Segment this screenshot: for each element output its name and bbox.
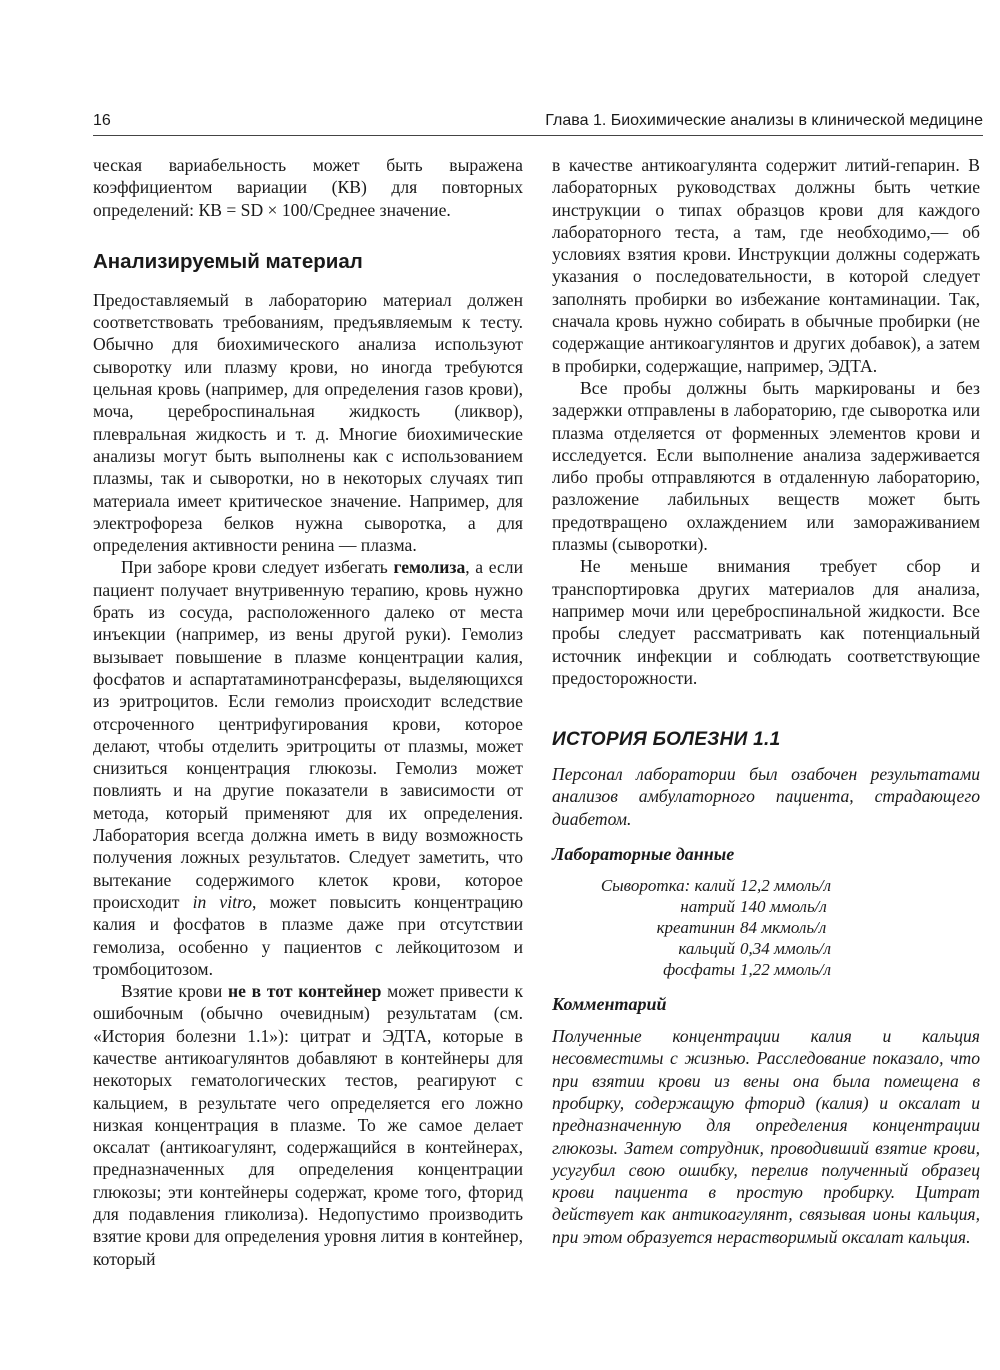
right-column (552, 154, 980, 1248)
table-row: натрий 140 ммоль/л (680, 897, 827, 917)
comment-heading: Комментарий (552, 994, 667, 1015)
paragraph-other-materials: Не меньше внимания требует сбор и транспортировка других материалов для анализа, например мочи или цереброспинальной жидкости. Все пробы следует рассматривать как потенциальный источник инфекции и соблюдать соответствующие предосторожности. (552, 556, 980, 688)
page-number: 16 (93, 112, 111, 129)
case-history-title: ИСТОРИЯ БОЛЕЗНИ 1.1 (552, 729, 781, 751)
term-hemolysis: гемолиза (393, 557, 466, 578)
header-rule (93, 135, 983, 136)
term-in-vitro: in vitro (192, 891, 253, 912)
table-row: кальций 0,34 ммоль/л (678, 939, 832, 959)
paragraph-material: Предоставляемый в лабораторию материал должен соответствовать требованиям, предъявляемым к тесту. Обычно для биохимического анализа используют сыворотку или плазму крови, но иногда требуются цельная кровь (например, для определения газов крови), моча, цереброспинальная жидкость (ликвор), плевральная жидкость и т. д. Многие биохимические анализы могут быть выполнены как с использованием плазмы, так и сыворотки, но в некоторых случаях тип материала имеет критическое значение. Например, для электрофореза белков нужна сыворотка, а для определения активности ренина — плазма. (93, 289, 523, 556)
intro-paragraph: ческая вариабельность может быть выражена коэффициентом вариации (КВ) для повторных определений: КВ = SD × 100/Среднее значение. (93, 155, 523, 220)
table-row: Сыворотка: калий 12,2 ммоль/л (600, 876, 832, 896)
paragraph-labeling: Все пробы должны быть маркированы и без задержки отправлены в лабораторию, где сыворотка или плазма отделяется от форменных элементов крови и исследуется. Если выполнение анализа задерживается либо пробы отправляются в отдаленную лабораторию, разложение лабильных веществ может быть предотвращено охлаждением или замораживанием плазмы (сыворотки). (552, 377, 980, 555)
comment-text: Полученные концентрации калия и кальция несовместимы с жизнью. Расследование показало, что при взятии крови из вены она была помещена в пробирку, содержащую фторид (калия) и оксалат и предназначенную для определения концентрации глюкозы. Затем сотрудник, проводивший взятие крови, усугубил свою ошибку, перелив полученный образец крови пациента в простую пробирку. Цитрат действует как антикоагулянт, связывая ионы кальция, при этом образуется нерастворимый оксалат кальция. (552, 1026, 980, 1247)
table-row: фосфаты 1,22 ммоль/л (663, 960, 832, 980)
paragraph-instructions: в качестве антикоагулянта содержит литий-гепарин. В лабораторных руководствах должны быть четкие инструкции о типах образцов крови для каждого лабораторного теста, а там, где необходимо,— об условиях взятия крови. Инструкции должны содержать указания о последовательности, в которой следует заполнять пробирки во избежание контаминации. Так, сначала кровь нужно собирать в обычные пробирки (не содержащие антикоагулянтов и других добавок), а затем в пробирки, содержащие, например, ЭДТА. (552, 155, 980, 376)
paragraph-hemolysis: При заборе крови следует избегать гемолиза, а если пациент получает внутривенную терапию, кровь нужно брать из сосуда, расположенного далеко от места инъекции (например, из вены другой руки). Гемолиз вызывает повышение в плазме концентрации калия, фосфатов и аспартатаминотрансферазы, выделяющихся из эритроцитов. Если гемолиз происходит вследствие отсроченного центрифугирования крови, которое делают, чтобы отделить эритроциты от плазмы, может снизиться концентрация глюкозы. Гемолиз может повлиять и на другие показатели в зависимости от метода, который применяют для их определения. Лаборатория всегда должна иметь в виду возможность получения ложных результатов. Следует заметить, что вытекание содержимого клеток крови, которое происходит in vitro, может повысить концентрацию калия и фосфатов в плазме даже при отсутствии гемолиза, особенно у пациентов с лейкоцитозом и тромбоцитозом. (93, 557, 523, 979)
lab-data-heading: Лабораторные данные (552, 844, 735, 865)
lab-data-table (552, 875, 831, 980)
left-column (93, 154, 523, 1270)
term-wrong-container: не в тот контейнер (228, 981, 382, 1002)
section-title: Анализируемый материал (93, 249, 363, 273)
paragraph-container: Взятие крови не в тот контейнер может привести к ошибочным (обычно очевидным) результатам (см. «История болезни 1.1»): цитрат и ЭДТА, которые в качестве антикоагулянтов добавляют в контейнеры для некоторых гематологических тестов, реагируют с кальцием, в результате чего определяется его ложно низкая концентрация в плазме. То же самое делает оксалат (антикоагулянт, содержащийся в контейнерах, предназначенных для определения концентрации глюкозы; эти контейнеры содержат, кроме того, фторид для подавления гликолиза). Недопустимо производить взятие крови для определения уровня лития в контейнер, который (93, 981, 524, 1269)
table-row: креатинин 84 мкмоль/л (656, 918, 827, 938)
chapter-title: Глава 1. Биохимические анализы в клинической медицине (545, 112, 983, 129)
running-header (93, 110, 983, 132)
case-intro: Персонал лаборатории был озабочен результатами анализов амбулаторного пациента, страдающего диабетом. (552, 764, 980, 829)
